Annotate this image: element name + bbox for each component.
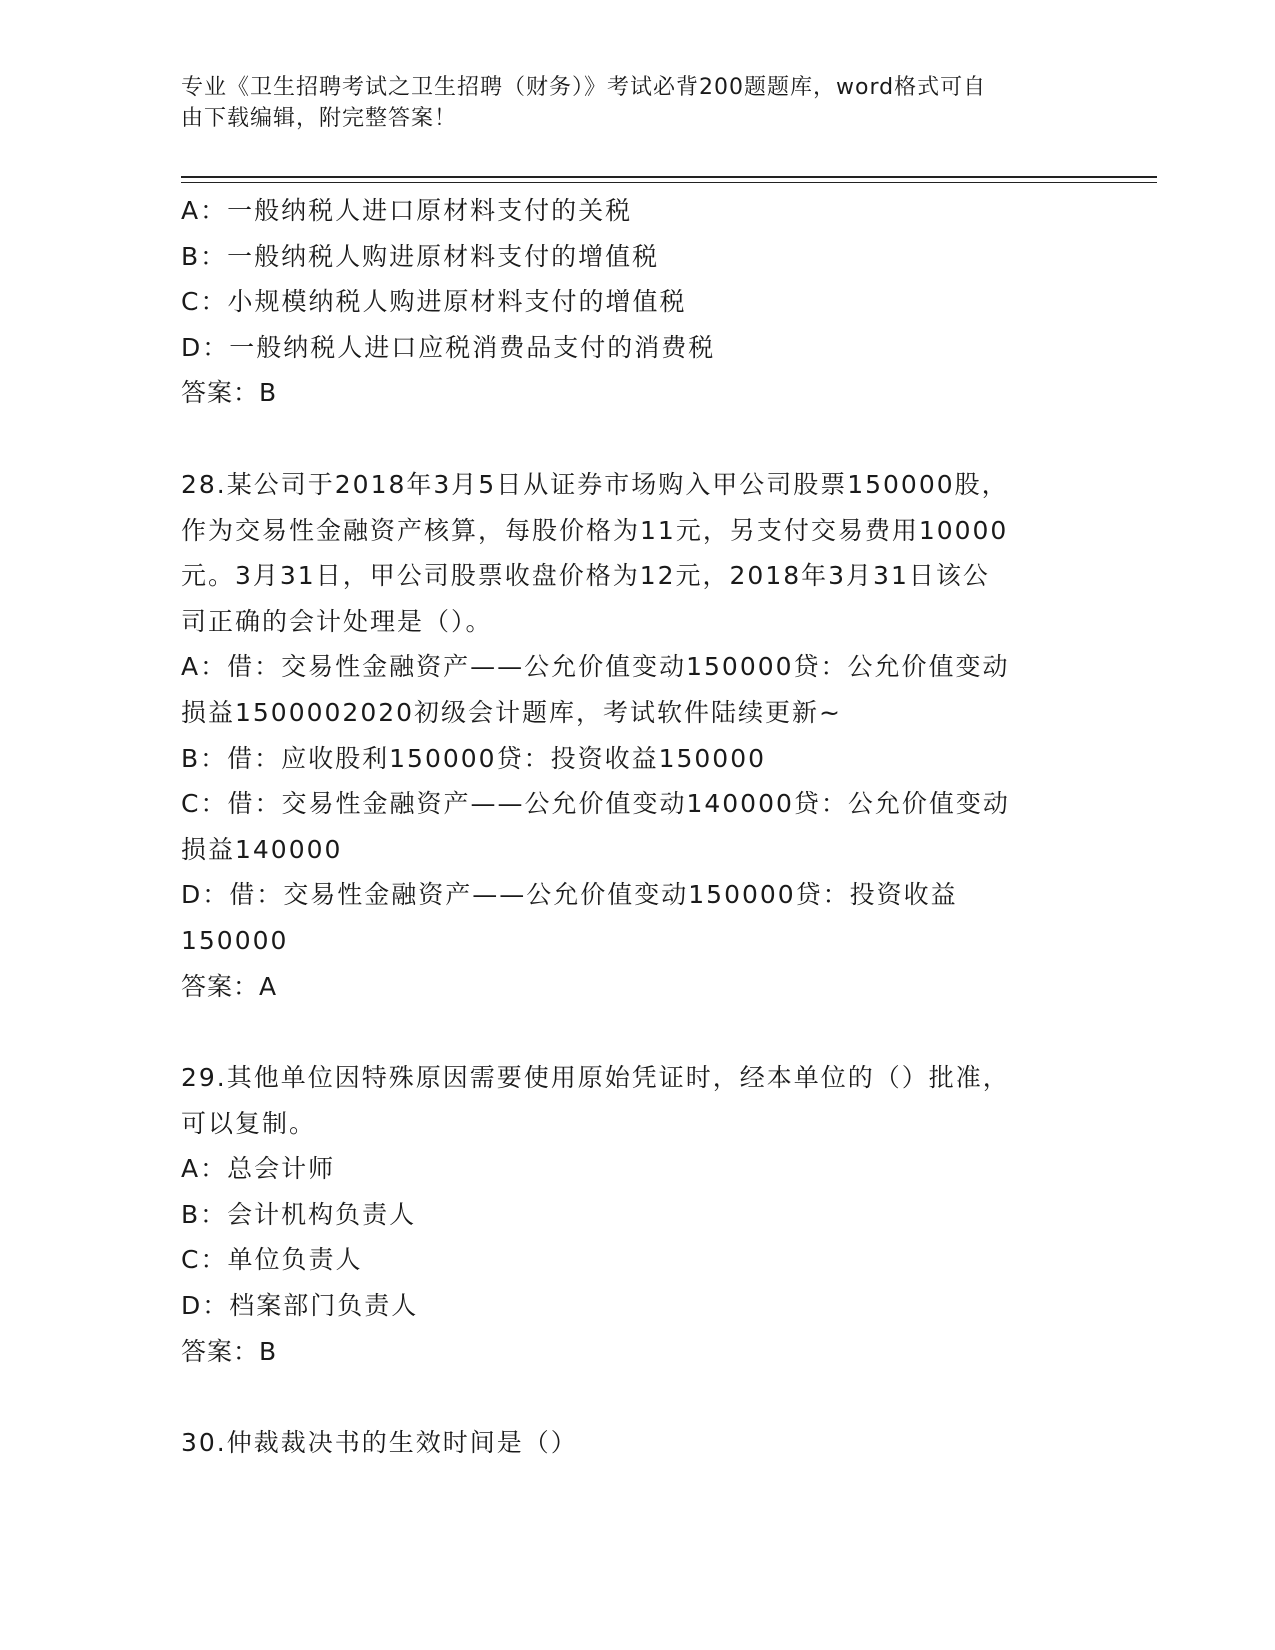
question-stem-line: 30.仲裁裁决书的生效时间是（） bbox=[181, 1428, 578, 1458]
header-divider-thick bbox=[181, 176, 1157, 178]
question-stem-line: 28.某公司于2018年3月5日从证券市场购入甲公司股票150000股， bbox=[181, 469, 1009, 499]
answer: 答案：B bbox=[181, 1336, 278, 1366]
question-stem-line: 可以复制。 bbox=[181, 1108, 317, 1138]
option-b: B：会计机构负责人 bbox=[181, 1199, 417, 1229]
option-b: B：借：应收股利150000贷：投资收益150000 bbox=[181, 743, 767, 773]
answer: 答案：A bbox=[181, 971, 278, 1001]
option-b: B：一般纳税人购进原材料支付的增值税 bbox=[181, 241, 660, 271]
option-c-continued: 损益140000 bbox=[181, 834, 343, 864]
header-line-1: 专业《卫生招聘考试之卫生招聘（财务）》考试必背200题题库，word格式可自 bbox=[181, 75, 987, 100]
option-c: C：借：交易性金融资产——公允价值变动140000贷：公允价值变动 bbox=[181, 789, 1010, 819]
question-29 bbox=[181, 1055, 1061, 1374]
question-stem-line: 元。3月31日，甲公司股票收盘价格为12元，2018年3月31日该公 bbox=[181, 561, 990, 591]
question-stem-line: 司正确的会计处理是（）。 bbox=[181, 606, 493, 636]
question-27 bbox=[181, 188, 1061, 416]
question-28 bbox=[181, 462, 1061, 1009]
question-stem-line: 29.其他单位因特殊原因需要使用原始凭证时，经本单位的（）批准， bbox=[181, 1063, 1010, 1093]
option-a: A：一般纳税人进口原材料支付的关税 bbox=[181, 196, 633, 225]
header-line-2: 由下载编辑，附完整答案！ bbox=[181, 106, 458, 131]
header-divider-thin bbox=[181, 182, 1157, 183]
option-a: A：借：交易性金融资产——公允价值变动150000贷：公允价值变动 bbox=[181, 652, 1010, 682]
question-30 bbox=[181, 1420, 1061, 1466]
document-body bbox=[181, 188, 1061, 1466]
document-header bbox=[181, 72, 1061, 134]
option-d: D：一般纳税人进口应税消费品支付的消费税 bbox=[181, 332, 716, 362]
option-a: A：总会计师 bbox=[181, 1154, 336, 1184]
question-stem-line: 作为交易性金融资产核算，每股价格为11元，另支付交易费用10000 bbox=[181, 515, 1009, 545]
option-c: C：小规模纳税人购进原材料支付的增值税 bbox=[181, 287, 687, 317]
option-d: D：借：交易性金融资产——公允价值变动150000贷：投资收益 bbox=[181, 880, 958, 910]
option-d-continued: 150000 bbox=[181, 925, 289, 955]
answer: 答案：B bbox=[181, 378, 278, 408]
option-a-continued: 损益1500002020初级会计题库，考试软件陆续更新~ bbox=[181, 697, 843, 727]
option-c: C：单位负责人 bbox=[181, 1245, 363, 1275]
option-d: D：档案部门负责人 bbox=[181, 1291, 419, 1321]
